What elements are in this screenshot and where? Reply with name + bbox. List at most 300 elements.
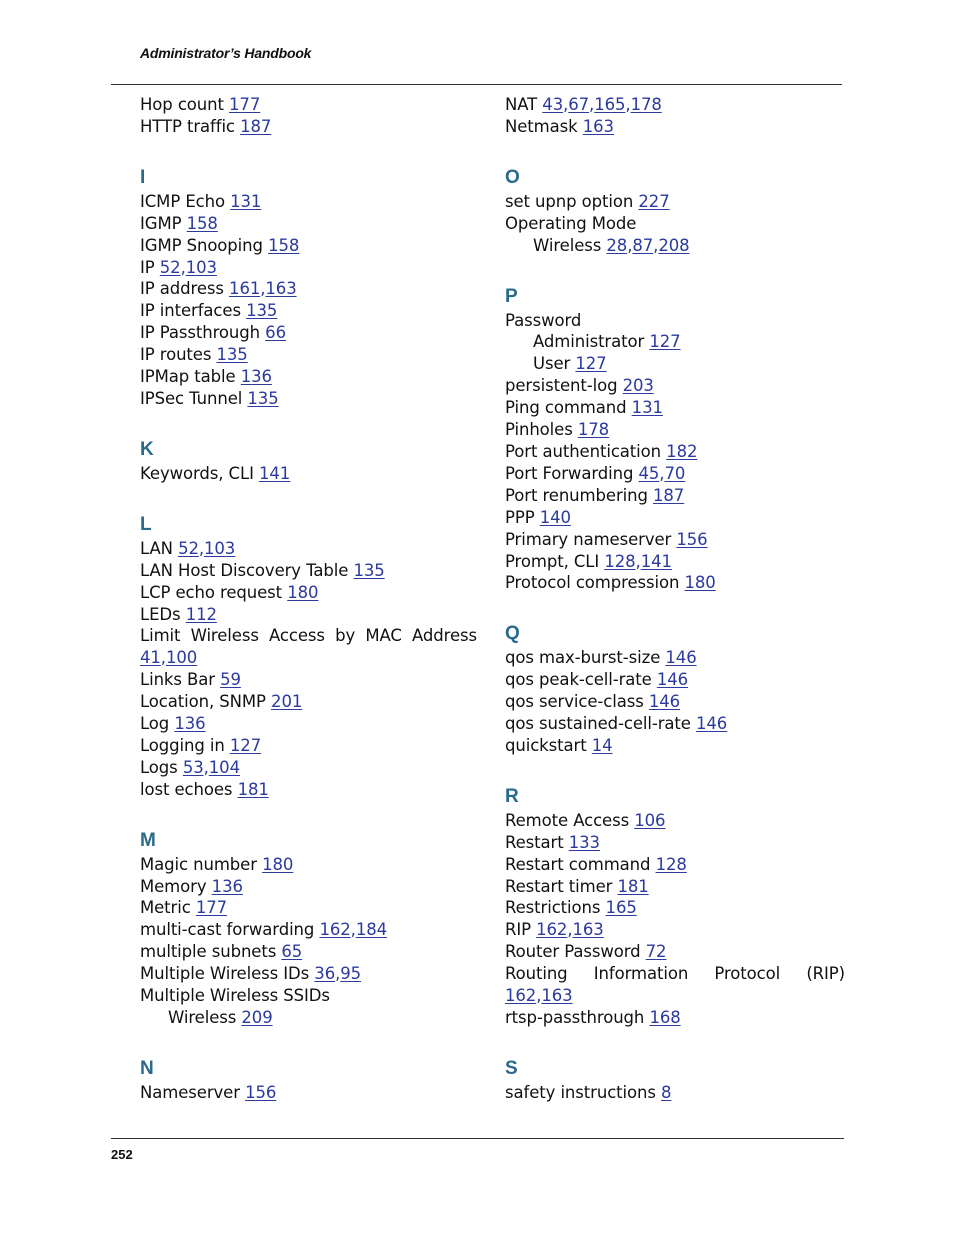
index-entry <box>140 735 477 757</box>
index-subentry <box>505 331 845 353</box>
page-link[interactable]: 141 <box>640 551 672 571</box>
index-entry <box>140 94 477 116</box>
index-section <box>140 165 477 410</box>
page-link[interactable]: 158 <box>186 213 218 233</box>
page-ref-separator: , <box>659 463 665 483</box>
section-letter: P <box>505 285 518 307</box>
section-letter: M <box>140 829 156 851</box>
index-entry <box>505 419 845 441</box>
index-term: Hop count <box>140 95 224 114</box>
page-ref-separator: , <box>203 757 209 777</box>
index-section <box>505 94 845 138</box>
page-link[interactable]: 178 <box>577 420 610 440</box>
index-entry <box>140 625 477 669</box>
page-refs <box>245 1083 276 1102</box>
index-subentry <box>505 353 845 375</box>
page-refs <box>229 279 297 298</box>
page-link[interactable]: 165 <box>594 95 626 114</box>
index-term: LAN <box>140 538 173 558</box>
index-term: IGMP <box>140 213 182 233</box>
section-letter: R <box>505 785 519 807</box>
index-term: Wireless <box>168 1008 237 1027</box>
page-link[interactable]: 41 <box>140 648 161 668</box>
page-refs <box>696 714 727 733</box>
index-term: Ping command <box>505 398 627 418</box>
index-entry <box>505 919 845 941</box>
index-term: Restart timer <box>505 876 613 896</box>
index-entry <box>505 735 845 757</box>
page-link[interactable]: 201 <box>271 692 303 712</box>
index-entry <box>140 1082 477 1104</box>
page-refs <box>353 561 384 580</box>
index-entry <box>505 832 845 854</box>
page-link[interactable]: 136 <box>174 714 206 734</box>
page-ref-separator: , <box>589 95 595 114</box>
index-term: Keywords, CLI <box>140 463 254 483</box>
page-link[interactable]: 156 <box>245 1082 277 1102</box>
index-term: Port renumbering <box>505 485 648 505</box>
page-refs <box>262 855 293 874</box>
index-term: IP Passthrough <box>140 323 261 343</box>
index-term: Pinholes <box>505 420 573 440</box>
page-link[interactable]: 135 <box>247 388 279 408</box>
page-refs <box>160 258 217 277</box>
index-entry <box>140 963 477 985</box>
index-entry <box>140 582 477 604</box>
index-entry <box>140 757 477 779</box>
page-ref-separator: , <box>627 235 633 255</box>
index-section <box>505 165 845 257</box>
index-term: safety instructions <box>505 1082 656 1102</box>
page-link[interactable]: 162 <box>505 986 537 1006</box>
page-ref-separator: , <box>635 551 641 571</box>
page-refs <box>238 780 269 799</box>
index-term: Links Bar <box>140 670 215 690</box>
page-link[interactable]: 146 <box>656 670 689 690</box>
index-entry <box>505 213 845 235</box>
index-entry <box>505 647 845 669</box>
page-refs <box>187 214 218 233</box>
page-refs <box>653 486 684 505</box>
page-link[interactable]: 162 <box>319 920 351 940</box>
index-entry <box>505 94 845 116</box>
page-ref-separator: , <box>625 95 631 114</box>
page-refs <box>649 692 680 711</box>
index-term: Multiple Wireless IDs <box>140 964 310 984</box>
page-link[interactable]: 156 <box>676 529 708 549</box>
page-refs <box>638 464 685 483</box>
page-refs <box>657 670 688 689</box>
section-letter: I <box>140 166 146 188</box>
index-entry <box>505 897 845 919</box>
page-ref-separator: , <box>260 279 266 299</box>
page-link[interactable]: 65 <box>281 942 303 962</box>
page-refs <box>259 464 290 483</box>
index-term: Password <box>505 310 582 330</box>
page-link[interactable]: 141 <box>259 463 291 483</box>
page-link[interactable]: 162 <box>536 920 568 940</box>
index-term: LCP echo request <box>140 582 283 602</box>
index-section <box>140 512 477 801</box>
page-refs <box>505 986 573 1005</box>
page-refs <box>649 332 680 351</box>
page-link[interactable]: 72 <box>645 942 667 962</box>
index-entry <box>505 116 845 138</box>
index-term: persistent-log <box>505 376 618 396</box>
index-entry <box>140 560 477 582</box>
page-link[interactable]: 133 <box>568 832 600 852</box>
page-refs <box>186 605 217 624</box>
page-link[interactable]: 180 <box>684 573 716 593</box>
index-term: Multiple Wireless SSIDs <box>140 986 330 1006</box>
page-link[interactable]: 52 <box>159 257 181 277</box>
page-refs <box>634 811 665 830</box>
index-entry <box>140 919 477 941</box>
index-entry <box>505 691 845 713</box>
index-term: IPMap table <box>140 367 236 387</box>
page-link[interactable]: 53 <box>182 757 204 777</box>
index-entry <box>140 235 477 257</box>
index-entry <box>140 713 477 735</box>
page-refs <box>174 714 205 733</box>
page-link[interactable]: 106 <box>634 810 666 830</box>
page-link[interactable]: 36 <box>314 964 336 984</box>
index-entry <box>505 529 845 551</box>
index-entry <box>140 604 477 626</box>
page-link[interactable]: 181 <box>237 779 269 799</box>
page-refs <box>592 736 613 755</box>
page-ref-separator: , <box>335 964 341 984</box>
page-link[interactable]: 146 <box>695 714 728 734</box>
page-refs <box>246 301 277 320</box>
index-term: multiple subnets <box>140 942 277 962</box>
index-section <box>140 828 477 1029</box>
index-entry <box>505 397 845 419</box>
index-term: Remote Access <box>505 810 630 830</box>
index-term: Router Password <box>505 942 641 962</box>
page-link[interactable]: 163 <box>265 279 297 299</box>
page-link[interactable]: 163 <box>541 986 573 1006</box>
index-column-left <box>140 94 477 1131</box>
page-refs <box>676 530 707 549</box>
page-refs <box>217 345 248 364</box>
index-entry <box>505 941 845 963</box>
index-section <box>140 437 477 485</box>
page-refs <box>604 552 672 571</box>
section-letter: N <box>140 1057 154 1079</box>
page-refs <box>178 539 235 558</box>
page-link[interactable]: 180 <box>287 582 319 602</box>
index-entry <box>140 854 477 876</box>
page-link[interactable]: 136 <box>211 876 243 896</box>
page-refs <box>281 942 302 961</box>
index-term: Operating Mode <box>505 213 637 233</box>
page-link[interactable]: 28 <box>606 235 628 255</box>
page-refs <box>542 95 661 114</box>
page-link[interactable]: 177 <box>195 898 228 918</box>
page-link[interactable]: 163 <box>572 920 604 940</box>
page-link[interactable]: 135 <box>246 301 278 321</box>
page-number: 252 <box>111 1147 133 1162</box>
page-ref-separator: , <box>350 920 356 940</box>
page-link[interactable]: 66 <box>265 323 286 343</box>
page-link[interactable]: 165 <box>605 898 637 918</box>
page-link[interactable]: 168 <box>649 1008 681 1027</box>
page-refs <box>240 117 271 136</box>
index-term: IP interfaces <box>140 301 241 321</box>
page-refs <box>241 367 272 386</box>
page-link[interactable]: 43 <box>542 95 564 114</box>
index-entry <box>140 300 477 322</box>
index-entry <box>505 191 845 213</box>
page-link[interactable]: 8 <box>661 1082 672 1102</box>
page-refs <box>229 95 260 114</box>
index-term: HTTP traffic <box>140 116 235 136</box>
section-letter: Q <box>505 623 520 645</box>
index-entry <box>140 897 477 919</box>
index-entry <box>140 876 477 898</box>
index-entry <box>505 854 845 876</box>
index-entry <box>505 310 845 332</box>
index-entry <box>140 116 477 138</box>
page-refs <box>287 583 318 602</box>
page-link[interactable]: 227 <box>638 191 670 211</box>
page-refs <box>196 898 227 917</box>
index-term: Administrator <box>533 332 645 352</box>
page-link[interactable]: 184 <box>355 920 388 940</box>
page-link[interactable]: 181 <box>617 876 649 896</box>
page-refs <box>212 877 243 896</box>
page-ref-separator: , <box>653 235 659 255</box>
page-link[interactable]: 87 <box>632 235 654 255</box>
page-link[interactable]: 163 <box>582 116 614 136</box>
page-link[interactable]: 208 <box>658 235 690 255</box>
page-refs <box>649 1008 680 1027</box>
index-entry <box>140 463 477 485</box>
page-refs <box>583 117 614 136</box>
page-link[interactable]: 146 <box>648 692 681 712</box>
index-term: Restart command <box>505 854 651 874</box>
index-term: Logs <box>140 757 178 777</box>
index-term: Magic number <box>140 854 257 874</box>
index-section <box>140 94 477 138</box>
page-link[interactable]: 67 <box>568 95 590 114</box>
page-link[interactable]: 45 <box>638 463 660 483</box>
page-ref-separator: , <box>567 920 573 940</box>
page-refs <box>656 855 687 874</box>
page-link[interactable]: 187 <box>653 485 685 505</box>
index-term: LEDs <box>140 604 181 624</box>
index-term: PPP <box>505 507 535 527</box>
index-term: Nameserver <box>140 1082 240 1102</box>
page-link[interactable]: 59 <box>220 670 241 690</box>
index-entry <box>140 257 477 279</box>
index-entry <box>505 963 845 1007</box>
index-term: Netmask <box>505 116 578 136</box>
page-link[interactable]: 100 <box>165 648 198 668</box>
page-link[interactable]: 95 <box>340 964 362 984</box>
page-link[interactable]: 127 <box>575 354 607 374</box>
page-refs <box>140 648 197 667</box>
page-link[interactable]: 187 <box>240 116 272 136</box>
index-entry <box>505 375 845 397</box>
index-entry <box>505 485 845 507</box>
index-entry <box>140 322 477 344</box>
index-entry <box>140 985 477 1007</box>
index-term: IP address <box>140 279 224 299</box>
page-refs <box>606 898 637 917</box>
page-link[interactable]: 70 <box>664 463 686 483</box>
page-link[interactable]: 127 <box>649 332 681 352</box>
page-refs <box>575 354 606 373</box>
index-term: Limit Wireless Access by MAC Address <box>140 626 477 646</box>
page-refs <box>623 376 654 395</box>
page-link[interactable]: 178 <box>630 95 662 114</box>
page-refs <box>661 1083 671 1102</box>
page-refs <box>569 833 600 852</box>
index-term: IPSec Tunnel <box>140 388 243 408</box>
page-link[interactable]: 140 <box>539 507 571 527</box>
index-term: Logging in <box>140 735 225 755</box>
page-refs <box>183 758 240 777</box>
index-term: User <box>533 354 571 374</box>
page-refs <box>268 236 299 255</box>
index-term: rtsp-passthrough <box>505 1008 645 1027</box>
index-term: RIP <box>505 920 531 940</box>
page-link[interactable]: 103 <box>185 257 217 277</box>
page-refs <box>540 508 571 527</box>
index-entry <box>505 669 845 691</box>
index-term: qos sustained-cell-rate <box>505 714 691 734</box>
index-entry <box>505 551 845 573</box>
index-entry <box>140 669 477 691</box>
index-term: Port authentication <box>505 441 662 461</box>
index-term: IGMP Snooping <box>140 235 263 255</box>
index-entry <box>140 366 477 388</box>
page-link[interactable]: 131 <box>631 398 663 418</box>
header-rule <box>111 84 842 85</box>
index-term: Protocol compression <box>505 573 680 593</box>
page-link[interactable]: 14 <box>591 735 613 755</box>
index-term: Location, SNMP <box>140 692 266 712</box>
page-link[interactable]: 128 <box>655 854 687 874</box>
page-ref-separator: , <box>536 986 542 1006</box>
page-refs <box>578 420 609 439</box>
page-refs <box>685 573 716 592</box>
page-refs <box>632 398 663 417</box>
index-entry <box>505 810 845 832</box>
index-entry <box>505 713 845 735</box>
page-link[interactable]: 52 <box>178 538 199 558</box>
page-ref-separator: , <box>180 257 186 277</box>
index-entry <box>505 463 845 485</box>
index-term: Wireless <box>533 235 602 255</box>
index-term: Restrictions <box>505 898 601 918</box>
page-link[interactable]: 136 <box>240 367 272 387</box>
index-subentry <box>140 1007 477 1029</box>
page-refs <box>617 877 648 896</box>
index-term: IP routes <box>140 345 212 365</box>
page-link[interactable]: 131 <box>230 191 262 211</box>
index-term: Primary nameserver <box>505 529 672 549</box>
page-ref-separator: , <box>563 95 569 114</box>
page-link[interactable]: 128 <box>604 551 636 571</box>
page-ref-separator: , <box>160 648 166 668</box>
page-refs <box>666 442 697 461</box>
index-term: Metric <box>140 898 191 918</box>
page-refs <box>646 942 667 961</box>
page-link[interactable]: 177 <box>229 95 261 114</box>
page-refs <box>638 192 669 211</box>
index-entry <box>140 191 477 213</box>
page-link[interactable]: 203 <box>622 376 654 396</box>
index-term: set upnp option <box>505 191 634 211</box>
index-term: Prompt, CLI <box>505 551 600 571</box>
index-entry <box>140 388 477 410</box>
page-refs <box>247 389 278 408</box>
page-refs <box>265 323 286 342</box>
section-letter: O <box>505 166 520 188</box>
page-link[interactable]: 180 <box>262 854 294 874</box>
page-link[interactable]: 112 <box>185 604 217 624</box>
page-refs <box>536 920 604 939</box>
index-section <box>505 284 845 595</box>
page-link[interactable]: 158 <box>268 235 300 255</box>
index-entry <box>140 538 477 560</box>
page-link[interactable]: 182 <box>666 441 698 461</box>
page-link[interactable]: 135 <box>353 560 385 580</box>
page-link[interactable]: 127 <box>229 735 262 755</box>
page-refs <box>230 192 261 211</box>
index-entry <box>140 691 477 713</box>
running-header-title: Administrator’s Handbook <box>140 45 312 61</box>
page-refs <box>230 736 261 755</box>
index-term: Log <box>140 714 170 734</box>
page-link[interactable]: 103 <box>204 538 236 558</box>
index-section <box>505 621 845 757</box>
index-entry <box>505 572 845 594</box>
page-link[interactable]: 135 <box>216 345 248 365</box>
index-section <box>140 1056 477 1104</box>
section-letter: L <box>140 513 152 535</box>
page-link[interactable]: 146 <box>665 648 697 668</box>
index-term: Routing Information Protocol (RIP) <box>505 964 845 984</box>
index-term: Memory <box>140 876 207 896</box>
index-term: quickstart <box>505 735 587 755</box>
index-section <box>505 784 845 1029</box>
index-term: LAN Host Discovery Table <box>140 560 349 580</box>
index-subentry <box>505 235 845 257</box>
index-term: qos peak-cell-rate <box>505 670 652 690</box>
page-link[interactable]: 209 <box>241 1008 273 1027</box>
page-refs <box>314 964 361 983</box>
page-refs <box>271 692 302 711</box>
page-link[interactable]: 161 <box>229 279 261 299</box>
index-entry <box>505 876 845 898</box>
page-refs <box>220 670 241 689</box>
index-term: ICMP Echo <box>140 191 225 211</box>
index-column-right <box>505 94 845 1131</box>
index-term: lost echoes <box>140 779 233 799</box>
index-term: Port Forwarding <box>505 463 634 483</box>
footer-rule <box>111 1138 844 1139</box>
page-refs <box>606 236 689 255</box>
index-term: Restart <box>505 832 564 852</box>
index-term: qos service-class <box>505 692 644 712</box>
index-entry <box>140 941 477 963</box>
page-link[interactable]: 104 <box>208 757 240 777</box>
index-entry <box>140 278 477 300</box>
